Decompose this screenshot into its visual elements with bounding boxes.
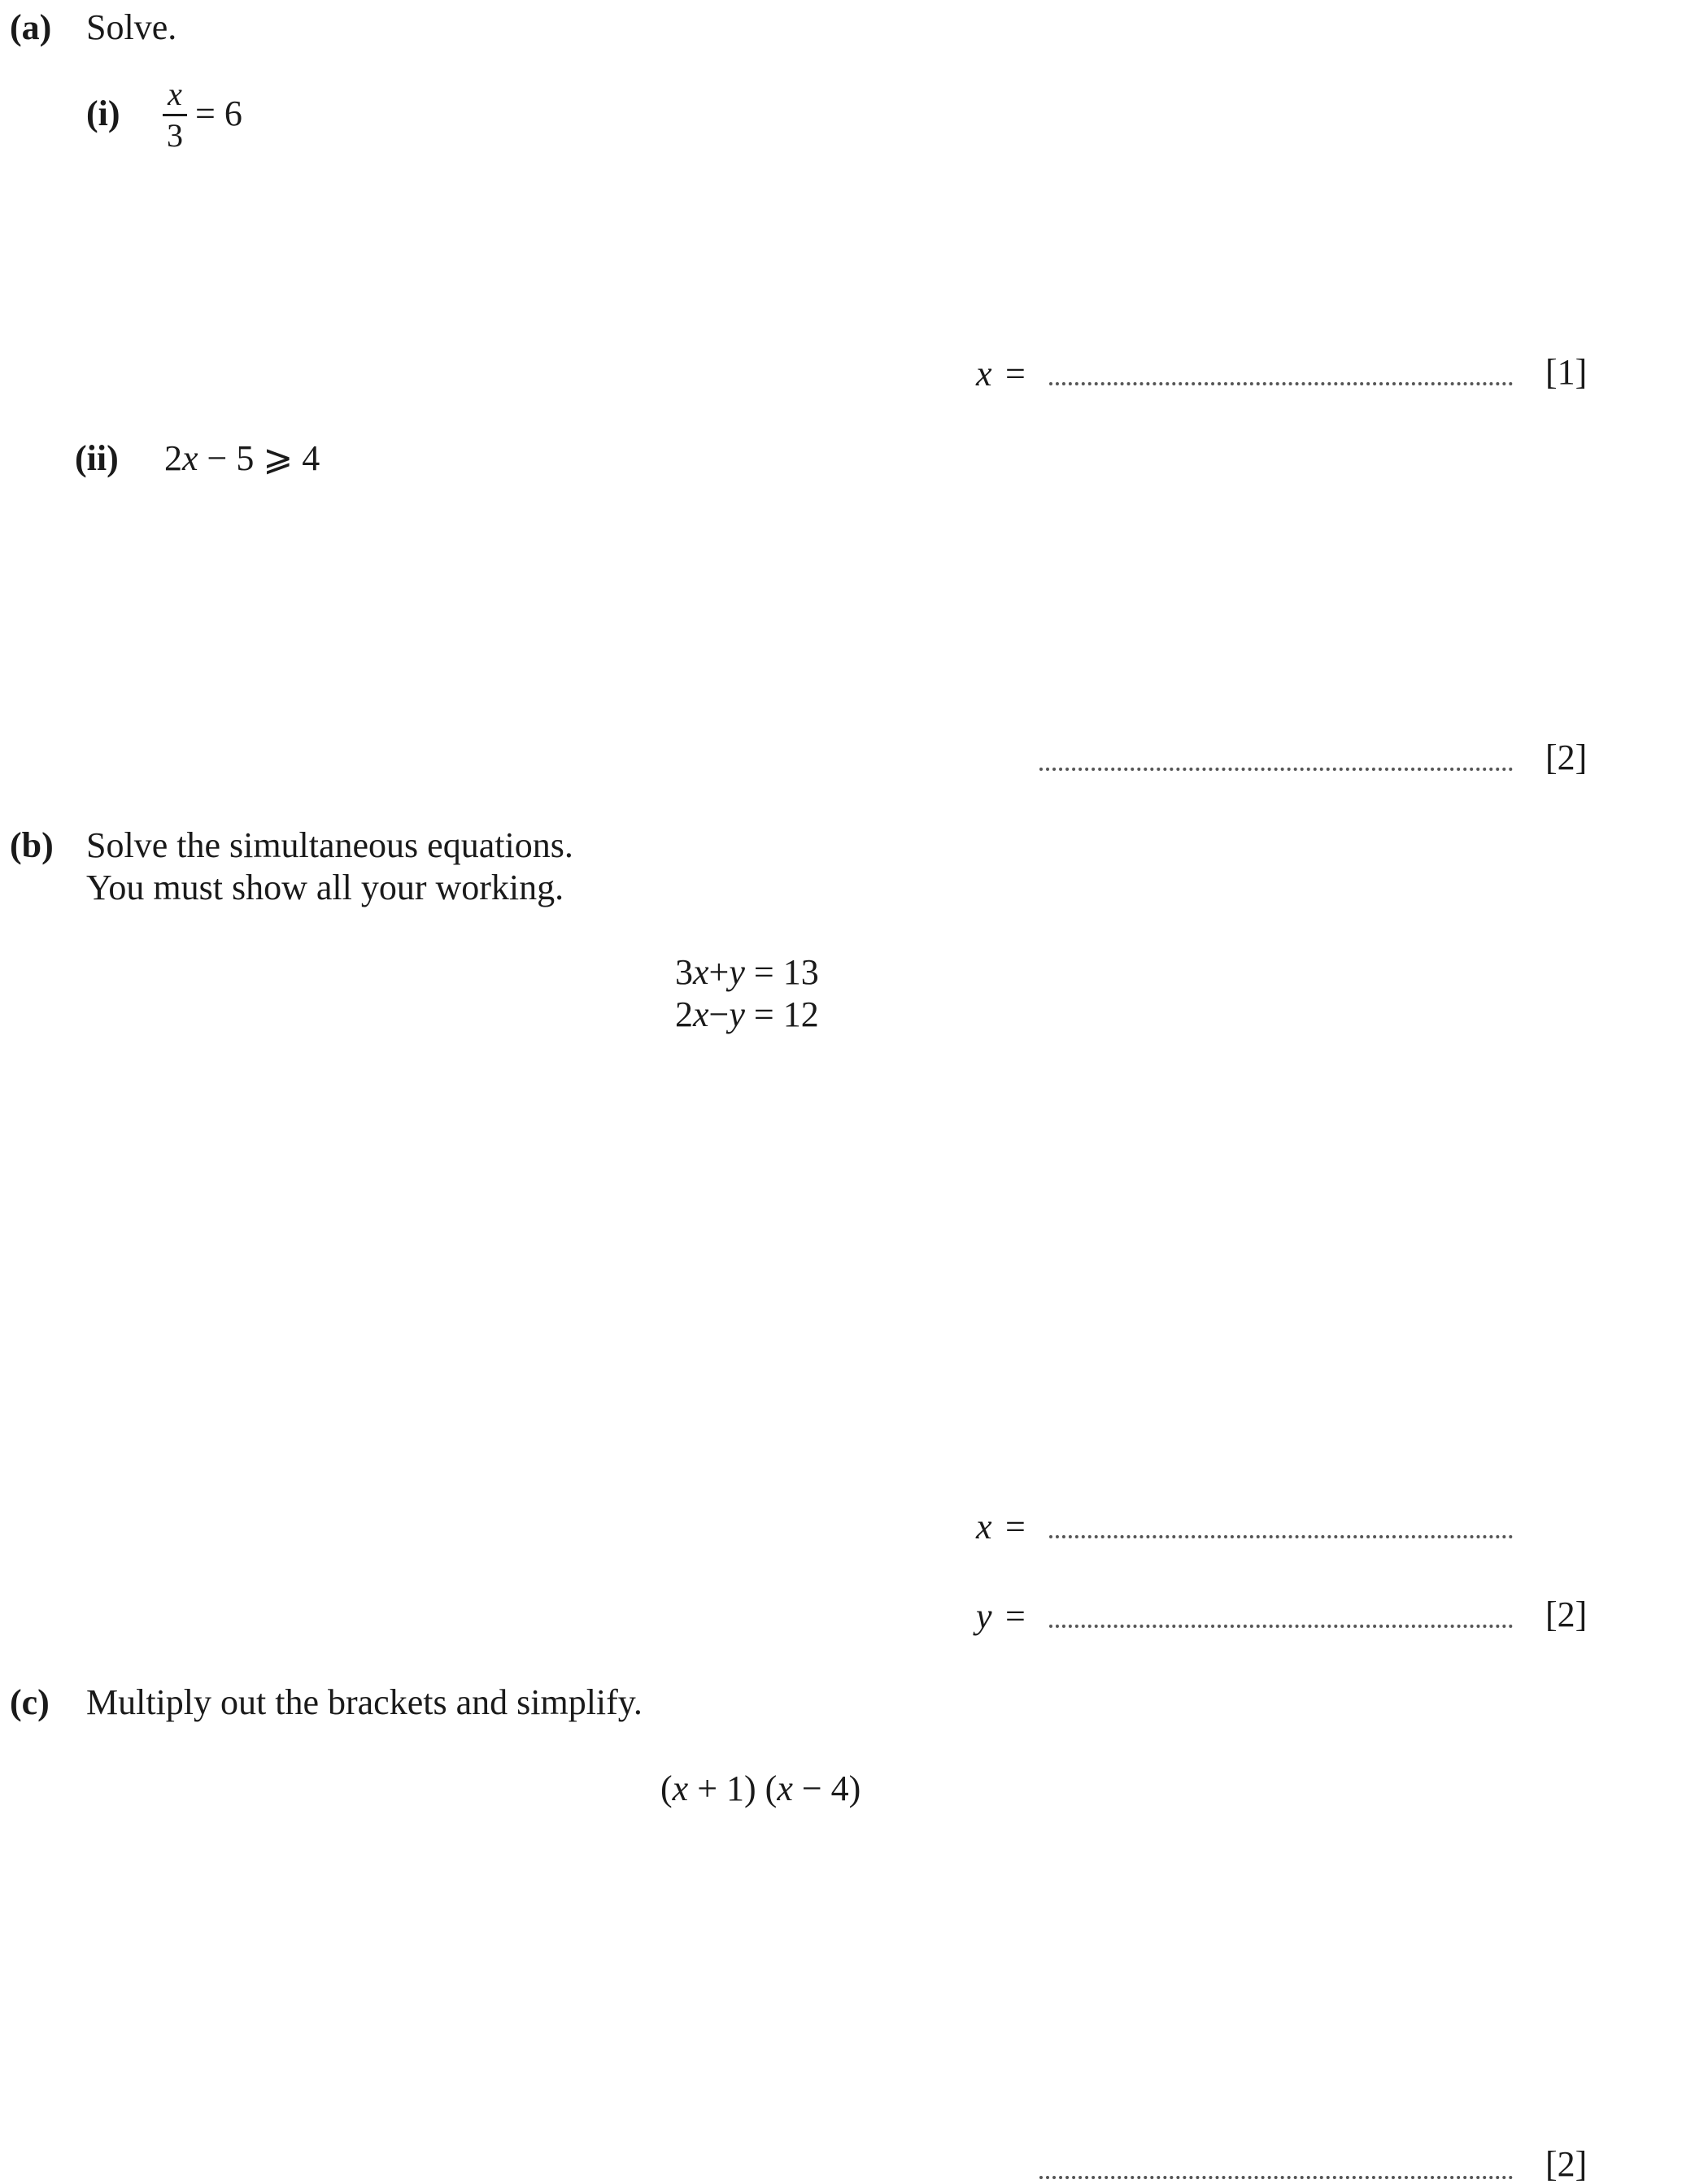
inequality-coeff: 2 xyxy=(164,438,182,478)
eq2-var2: y xyxy=(729,994,745,1034)
answer-b-x-eq: = xyxy=(1005,1507,1026,1547)
inequality xyxy=(164,438,320,478)
eq1-op: + xyxy=(708,952,730,992)
eq1-var1: x xyxy=(693,952,709,992)
expr-var1: x xyxy=(672,1769,689,1808)
marks-a-ii: [2] xyxy=(1545,737,1588,777)
expr-mid1: + 1) ( xyxy=(688,1769,778,1808)
expr-open: ( xyxy=(660,1769,673,1808)
inequality-var: x xyxy=(182,438,198,478)
answer-line-b-x[interactable] xyxy=(1049,1535,1513,1538)
equation-rhs: = 6 xyxy=(195,94,242,133)
answer-b-y-var: y xyxy=(976,1596,992,1636)
expr-var2: x xyxy=(777,1769,793,1808)
eq1-coeff: 3 xyxy=(675,952,693,992)
part-a-label: (a) xyxy=(10,7,52,47)
answer-line-c[interactable] xyxy=(1039,2176,1513,2179)
part-c-instruction: Multiply out the brackets and simplify. xyxy=(86,1682,643,1722)
part-a-ii-label: (ii) xyxy=(75,438,119,478)
simultaneous-equation-2 xyxy=(675,994,819,1034)
marks-a-i: [1] xyxy=(1545,352,1588,392)
part-b-label: (b) xyxy=(10,825,54,865)
answer-line-a-ii[interactable] xyxy=(1039,768,1513,771)
marks-b: [2] xyxy=(1545,1594,1588,1634)
eq2-var1: x xyxy=(693,994,709,1034)
part-a-i-label: (i) xyxy=(86,94,120,133)
answer-a-i-var: x xyxy=(976,354,992,394)
inequality-rest: − 5 ⩾ 4 xyxy=(198,438,320,478)
answer-b-y-eq: = xyxy=(1005,1596,1026,1636)
part-c-label: (c) xyxy=(10,1682,50,1722)
fraction-x-over-3 xyxy=(163,78,187,152)
simultaneous-equation-1 xyxy=(675,952,819,992)
answer-line-a-i[interactable] xyxy=(1049,382,1513,385)
answer-a-i-eq: = xyxy=(1005,354,1026,394)
answer-b-x-var: x xyxy=(976,1507,992,1547)
part-a-instruction: Solve. xyxy=(86,7,177,47)
bracket-expression xyxy=(660,1771,861,1807)
eq2-op: − xyxy=(708,994,730,1034)
expr-mid2: − 4) xyxy=(792,1769,861,1808)
eq1-rhs: = 13 xyxy=(744,952,819,992)
fraction-bar xyxy=(163,114,187,116)
fraction-denominator: 3 xyxy=(167,117,183,154)
part-b-instruction-1: Solve the simultaneous equations. xyxy=(86,825,573,865)
fraction-numerator: x xyxy=(168,76,182,112)
part-b-instruction-2: You must show all your working. xyxy=(86,868,564,907)
marks-c: [2] xyxy=(1545,2144,1588,2184)
eq2-rhs: = 12 xyxy=(744,994,819,1034)
answer-line-b-y[interactable] xyxy=(1049,1625,1513,1628)
eq1-var2: y xyxy=(729,952,745,992)
eq2-coeff: 2 xyxy=(675,994,693,1034)
